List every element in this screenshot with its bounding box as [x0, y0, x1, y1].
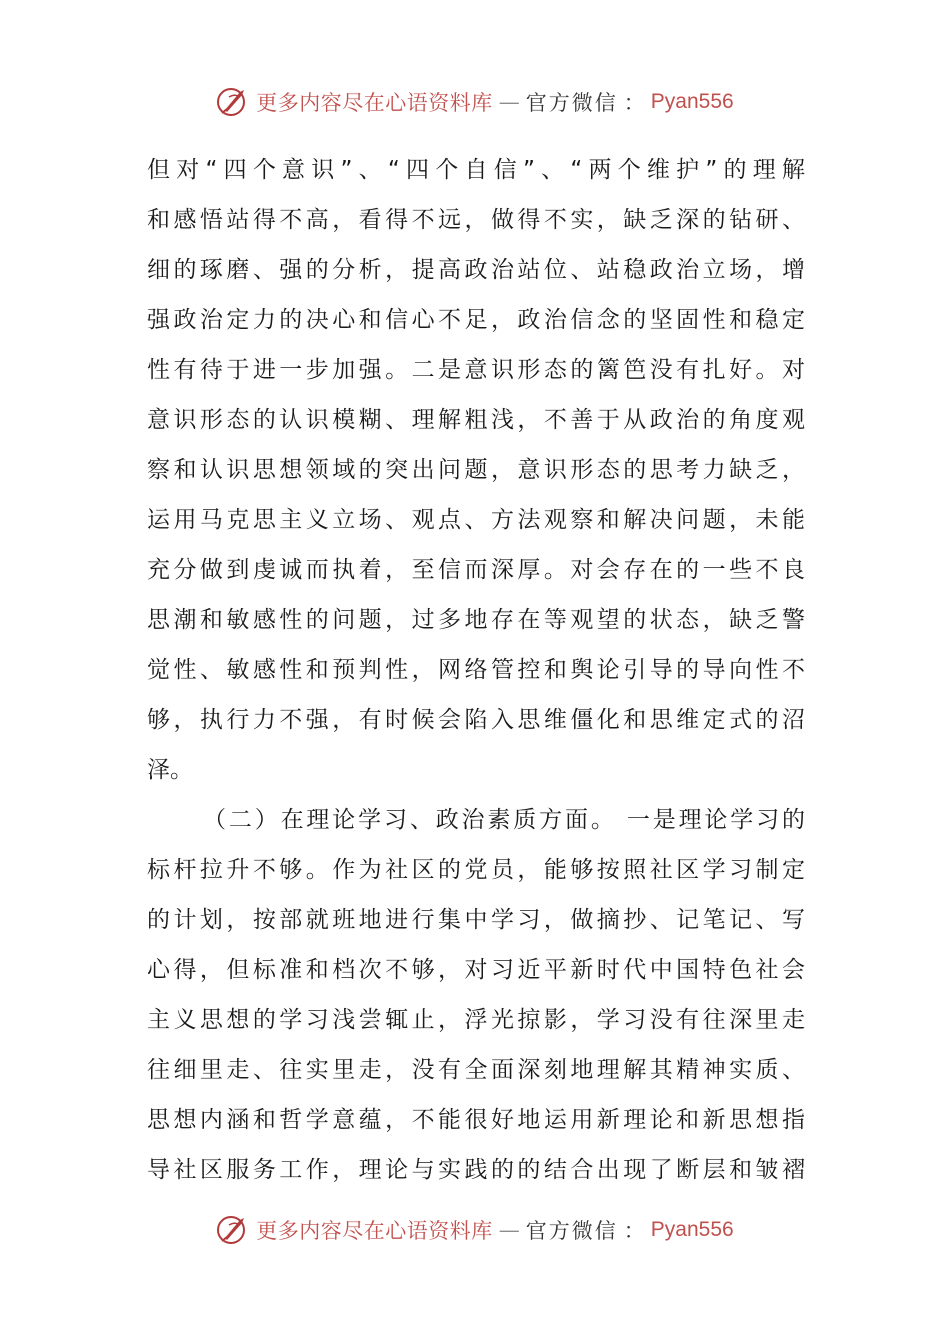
banner-dash: —	[498, 90, 520, 114]
text-line: 察和认识思想领域的突出问题，意识形态的思考力缺乏，	[147, 457, 805, 483]
text-line: 够，执行力不强，有时候会陷入思维僵化和思维定式的沼	[147, 707, 805, 733]
text-line: 标杆拉升不够。作为社区的党员，能够按照社区学习制定	[147, 857, 805, 883]
quill-logo-icon	[216, 1213, 250, 1247]
document-body	[147, 145, 805, 1195]
banner-brand-text: 更多内容尽在心语资料库	[256, 1219, 493, 1243]
text-line: 意识形态的认识模糊、理解粗浅，不善于从政治的角度观	[147, 407, 805, 433]
banner-colon: ：	[623, 91, 645, 115]
text-line: 往细里走、往实里走，没有全面深刻地理解其精神实质、	[147, 1057, 805, 1083]
banner-label: 官方微信	[525, 1219, 618, 1243]
text-line: 导社区服务工作，理论与实践的的结合出现了断层和皱褶	[147, 1157, 805, 1183]
text-line: 思潮和敏感性的问题，过多地存在等观望的状态，缺乏警	[147, 607, 805, 633]
header-banner	[0, 82, 950, 122]
banner-colon: ：	[623, 1219, 645, 1243]
banner-brand-text: 更多内容尽在心语资料库	[256, 91, 493, 115]
text-line: 强政治定力的决心和信心不足，政治信念的坚固性和稳定	[147, 307, 805, 333]
text-line: 心得，但标准和档次不够，对习近平新时代中国特色社会	[147, 957, 805, 983]
text-line: 细的琢磨、强的分析，提高政治站位、站稳政治立场，增	[147, 257, 805, 283]
text-line: 泽。	[147, 757, 193, 783]
text-line: 思想内涵和哲学意蕴，不能很好地运用新理论和新思想指	[147, 1107, 805, 1133]
banner-wechat-id: Pyan556	[650, 1218, 734, 1241]
paragraph-2	[147, 795, 805, 1195]
quill-logo-icon	[216, 85, 250, 119]
paragraph-1	[147, 145, 805, 795]
footer-banner	[0, 1210, 950, 1250]
text-line: 主义思想的学习浅尝辄止，浮光掠影，学习没有往深里走	[147, 1007, 805, 1033]
banner-wechat-id: Pyan556	[650, 90, 734, 113]
text-line: 运用马克思主义立场、观点、方法观察和解决问题，未能	[147, 507, 805, 533]
section-heading-line: （二）在理论学习、政治素质方面。 一是理论学习的	[203, 807, 805, 833]
banner-label: 官方微信	[525, 91, 618, 115]
text-line: 的计划，按部就班地进行集中学习，做摘抄、记笔记、写	[147, 907, 805, 933]
text-line: 觉性、敏感性和预判性，网络管控和舆论引导的导向性不	[147, 657, 805, 683]
text-line: 但对“四个意识”、“四个自信”、“两个维护”的理解	[147, 157, 805, 183]
banner-dash: —	[498, 1218, 520, 1242]
text-line: 性有待于进一步加强。二是意识形态的篱笆没有扎好。对	[147, 357, 805, 383]
text-line: 充分做到虔诚而执着，至信而深厚。对会存在的一些不良	[147, 557, 805, 583]
text-line: 和感悟站得不高，看得不远，做得不实，缺乏深的钻研、	[147, 207, 805, 233]
